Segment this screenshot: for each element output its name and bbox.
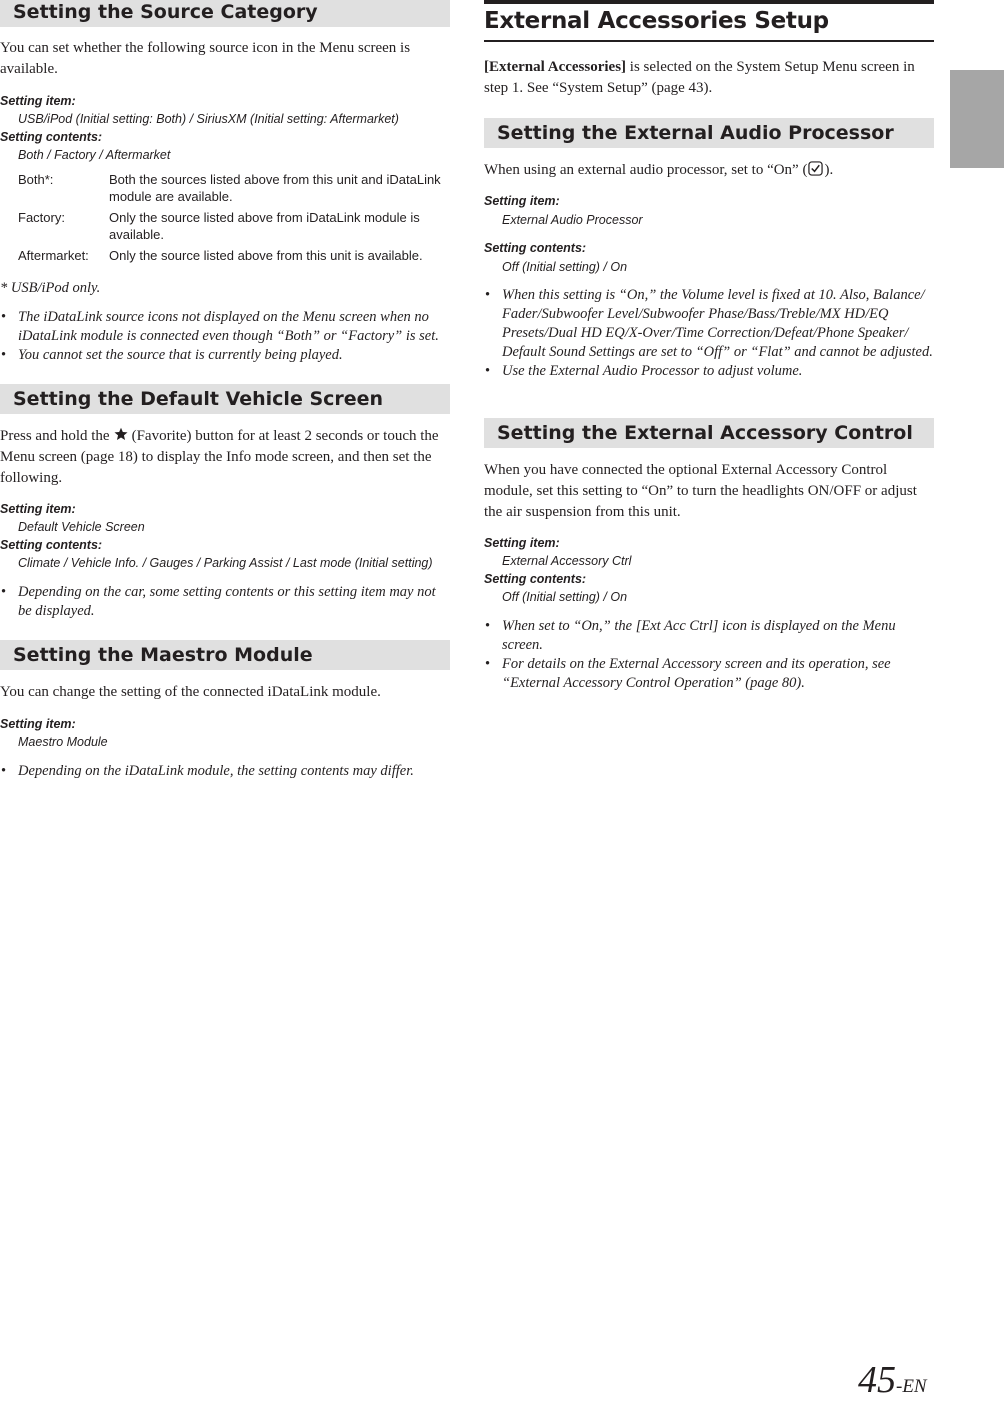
setting-item-label: Setting item: bbox=[0, 717, 76, 731]
intro-text bbox=[484, 57, 934, 99]
setting-item-value: Default Vehicle Screen bbox=[18, 520, 145, 534]
bullet-list bbox=[0, 308, 450, 365]
bullet-list bbox=[0, 762, 450, 781]
section-source-category bbox=[0, 0, 450, 27]
table-row bbox=[18, 247, 448, 264]
table-key: Aftermarket: bbox=[18, 248, 89, 263]
bullet-text: When this setting is “On,” the Volume level is fixed at 10. Also, Balance/ Fader/Subwoofer Level/Subwoofer Phase/Bass/Treble/MX HD/EQ Presets/Dual HD EQ/X-Over/Time Correction/Defeat/Phone Speaker/ Default Sound Settings are set to “Off” or “Flat” and cannot be adjusted. bbox=[502, 287, 933, 360]
bullet-dot: • bbox=[1, 584, 7, 600]
checkbox-checked-icon bbox=[808, 161, 823, 176]
intro-text bbox=[0, 426, 450, 489]
chapter-side-tab bbox=[950, 70, 1004, 168]
bullet-item bbox=[0, 308, 450, 346]
page-title: External Accessories Setup bbox=[484, 8, 829, 34]
bullet-dot: • bbox=[485, 618, 491, 634]
bullet-list bbox=[484, 286, 934, 381]
setting-contents-label: Setting contents: bbox=[484, 572, 587, 586]
section-heading: Setting the Source Category bbox=[0, 0, 450, 27]
footnote: * USB/iPod only. bbox=[0, 280, 101, 296]
setting-contents-value: Climate / Vehicle Info. / Gauges / Parking Assist / Last mode (Initial setting) bbox=[18, 556, 433, 570]
favorite-star-icon bbox=[114, 427, 128, 441]
setting-item-value: External Audio Processor bbox=[502, 213, 643, 227]
bullet-dot: • bbox=[485, 287, 491, 303]
bullet-dot: • bbox=[485, 656, 491, 672]
page-number-value: 45 bbox=[858, 1359, 896, 1401]
bullet-item bbox=[484, 286, 934, 362]
setting-item-label: Setting item: bbox=[0, 502, 76, 516]
intro-text bbox=[484, 160, 934, 181]
bullet-text: The iDataLink source icons not displayed on the Menu screen when no iDataLink module is connected even though “Both” or “Factory” is set. bbox=[18, 309, 439, 344]
intro-text: When you have connected the optional External Accessory Control module, set this setting to “On” to turn the headlights ON/OFF or adjust the air suspension from this unit. bbox=[484, 462, 917, 520]
source-options-table bbox=[18, 171, 448, 268]
setting-contents-value: Both / Factory / Aftermarket bbox=[18, 148, 171, 162]
section-default-vehicle-screen bbox=[0, 384, 450, 414]
bullet-text: When set to “On,” the [Ext Acc Ctrl] icon is displayed on the Menu screen. bbox=[502, 618, 896, 653]
table-value: Only the source listed above from iDataLink module is available. bbox=[109, 210, 420, 242]
intro-text: You can set whether the following source icon in the Menu screen is available. bbox=[0, 40, 411, 77]
bullet-dot: • bbox=[1, 347, 7, 363]
setting-contents-label: Setting contents: bbox=[0, 538, 103, 552]
intro-text-b: (Favorite) button for at least 2 seconds or touch the Menu screen (page 18) to display the Info mode screen, and then set the following. bbox=[0, 428, 439, 486]
setting-contents-value: Off (Initial setting) / On bbox=[502, 590, 628, 604]
setting-item-value: Maestro Module bbox=[18, 735, 108, 749]
setting-contents-label: Setting contents: bbox=[0, 130, 103, 144]
setting-contents-label: Setting contents: bbox=[484, 241, 587, 255]
intro-rest: is selected on the System Setup Menu screen in step 1. See “System Setup” (page 43). bbox=[484, 59, 915, 96]
table-value: Both the sources listed above from this unit and iDataLink module are available. bbox=[109, 172, 441, 204]
setting-item-value: External Accessory Ctrl bbox=[502, 554, 632, 568]
table-value: Only the source listed above from this unit is available. bbox=[109, 248, 423, 263]
section-heading: Setting the External Accessory Control bbox=[484, 418, 934, 448]
bullet-dot: • bbox=[1, 763, 7, 779]
bullet-text: Depending on the iDataLink module, the setting contents may differ. bbox=[18, 763, 414, 779]
section-heading: Setting the Default Vehicle Screen bbox=[0, 384, 450, 414]
setting-item-label: Setting item: bbox=[484, 536, 560, 550]
setting-item-label: Setting item: bbox=[0, 94, 76, 108]
intro-bold: [External Accessories] bbox=[484, 59, 627, 75]
bullet-text: Use the External Audio Processor to adjust volume. bbox=[502, 363, 803, 379]
table-key: Factory: bbox=[18, 210, 65, 225]
title-rule bbox=[484, 40, 934, 42]
bullet-dot: • bbox=[1, 309, 7, 325]
section-heading: Setting the Maestro Module bbox=[0, 640, 450, 670]
bullet-dot: • bbox=[485, 363, 491, 379]
bullet-item bbox=[484, 655, 934, 693]
top-rule bbox=[484, 0, 934, 4]
section-external-audio-processor bbox=[484, 118, 934, 148]
setting-item-label: Setting item: bbox=[484, 194, 560, 208]
bullet-item bbox=[0, 346, 450, 365]
bullet-item bbox=[0, 583, 450, 621]
intro-text-a: When using an external audio processor, set to “On” ( bbox=[484, 162, 808, 178]
table-key: Both*: bbox=[18, 172, 54, 187]
page-number-suffix: -EN bbox=[896, 1376, 927, 1397]
bullet-list bbox=[0, 583, 450, 621]
bullet-item bbox=[0, 762, 450, 781]
table-row bbox=[18, 209, 448, 243]
section-maestro-module bbox=[0, 640, 450, 670]
setting-item-value: USB/iPod (Initial setting: Both) / SiriusXM (Initial setting: Aftermarket) bbox=[18, 112, 399, 126]
section-heading: Setting the External Audio Processor bbox=[484, 118, 934, 148]
bullet-text: You cannot set the source that is currently being played. bbox=[18, 347, 343, 363]
bullet-item bbox=[484, 617, 934, 655]
table-row bbox=[18, 171, 448, 205]
bullet-text: For details on the External Accessory screen and its operation, see “External Accessory Control Operation” (page 80). bbox=[502, 656, 891, 691]
intro-text-a: Press and hold the bbox=[0, 428, 110, 444]
bullet-text: Depending on the car, some setting contents or this setting item may not be displayed. bbox=[18, 584, 436, 619]
intro-text: You can change the setting of the connected iDataLink module. bbox=[0, 684, 381, 700]
bullet-item bbox=[484, 362, 934, 381]
setting-contents-value: Off (Initial setting) / On bbox=[502, 260, 628, 274]
intro-text-b: ). bbox=[824, 162, 834, 178]
bullet-list bbox=[484, 617, 934, 693]
section-external-accessory-control bbox=[484, 418, 934, 448]
